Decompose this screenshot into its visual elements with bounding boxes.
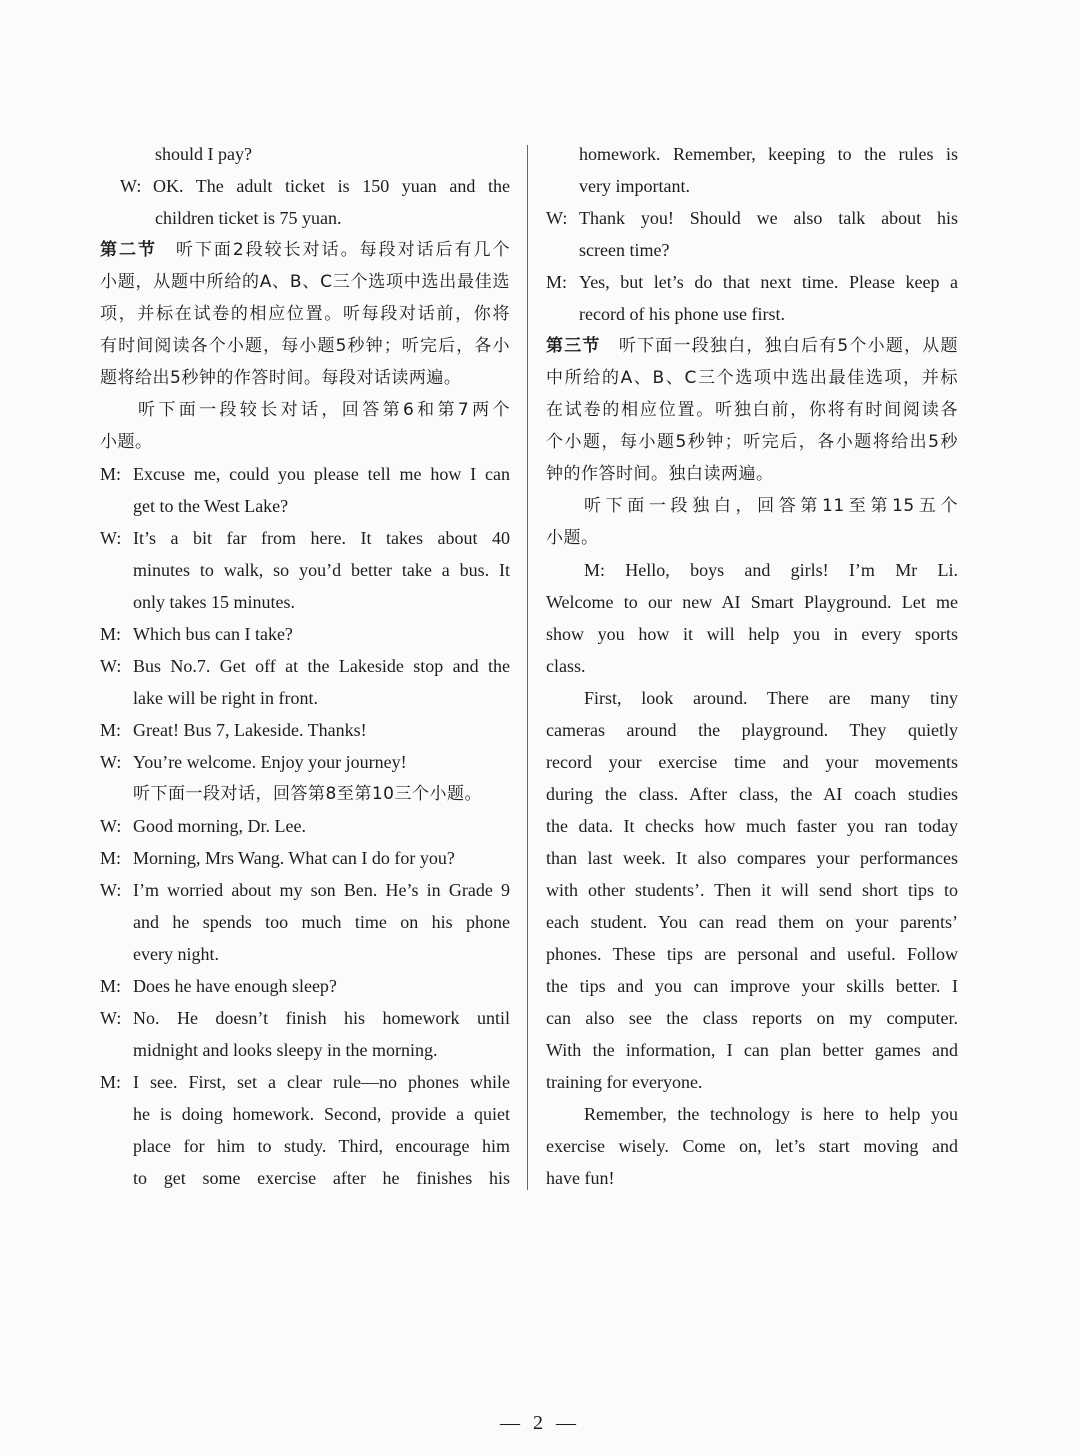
- line-text: exercise wisely. Come on, let’s start moving and: [546, 1136, 958, 1156]
- right-text-line: [546, 938, 958, 970]
- right-text-line: [546, 490, 958, 522]
- line-text: Welcome to our new AI Smart Playground. Let me: [546, 592, 958, 612]
- line-text: have fun!: [546, 1168, 615, 1188]
- left-text-line: [100, 362, 510, 394]
- left-text-line: [100, 938, 510, 970]
- left-text-line: [100, 842, 510, 874]
- line-text: he is doing homework. Second, provide a quiet: [133, 1104, 510, 1124]
- speaker-label: W:: [100, 880, 122, 900]
- line-text: should I pay?: [155, 144, 252, 164]
- left-text-line: [100, 906, 510, 938]
- left-text-line: [100, 138, 510, 170]
- line-text: the data. It checks how much faster you ran today: [546, 816, 958, 836]
- speaker-label: W:: [100, 528, 122, 548]
- left-text-line: [100, 618, 510, 650]
- line-text: 钟的作答时间。独白读两遍。: [546, 464, 774, 484]
- line-text: can also see the class reports on my computer.: [546, 1008, 958, 1028]
- left-text-line: [100, 1130, 510, 1162]
- right-text-line: [546, 1098, 958, 1130]
- right-text-line: [546, 362, 958, 394]
- line-text: midnight and looks sleepy in the morning.: [133, 1040, 438, 1060]
- line-text: Yes, but let’s do that next time. Please keep a: [579, 272, 958, 292]
- speaker-label: M:: [100, 464, 122, 484]
- left-column: [100, 138, 510, 1194]
- right-text-line: [546, 234, 958, 266]
- line-text: 听下面一段较长对话，回答第6和第7两个: [138, 400, 510, 420]
- right-text-line: [546, 522, 958, 554]
- line-text: I see. First, set a clear rule—no phones while: [133, 1072, 510, 1092]
- left-text-line: [100, 1162, 510, 1194]
- line-text: 小题，从题中所给的A、B、C三个选项中选出最佳选: [100, 272, 510, 292]
- line-text: OK. The adult ticket is 150 yuan and the: [153, 176, 510, 196]
- left-text-line: [100, 682, 510, 714]
- line-text: Good morning, Dr. Lee.: [133, 816, 306, 836]
- right-text-line: [546, 1130, 958, 1162]
- line-text: 小题。: [100, 432, 153, 452]
- right-text-line: [546, 714, 958, 746]
- speaker-label: M:: [100, 976, 122, 996]
- line-text: record your exercise time and your movements: [546, 752, 958, 772]
- line-text: Excuse me, could you please tell me how I can: [133, 464, 510, 484]
- line-text: to get some exercise after he finishes his: [133, 1168, 510, 1188]
- right-text-line: [546, 586, 958, 618]
- right-text-line: [546, 138, 958, 170]
- right-text-line: [546, 298, 958, 330]
- speaker-label: W:: [546, 208, 568, 228]
- line-text: 听下面一段对话，回答第8至第10三个小题。: [133, 784, 482, 804]
- line-text: only takes 15 minutes.: [133, 592, 295, 612]
- line-text: You’re welcome. Enjoy your journey!: [133, 752, 407, 772]
- left-text-line: [100, 778, 510, 810]
- left-text-line: [100, 810, 510, 842]
- left-text-line: [100, 1034, 510, 1066]
- page-number: — 2 —: [500, 1412, 580, 1434]
- line-text: get to the West Lake?: [133, 496, 289, 516]
- line-text: and he spends too much time on his phone: [133, 912, 510, 932]
- line-text: every night.: [133, 944, 219, 964]
- right-column: [546, 138, 958, 1194]
- left-text-line: [100, 426, 510, 458]
- right-text-line: [546, 330, 958, 362]
- line-text: Bus No.7. Get off at the Lakeside stop and the: [133, 656, 510, 676]
- line-text: children ticket is 75 yuan.: [155, 208, 342, 228]
- line-text: Great! Bus 7, Lakeside. Thanks!: [133, 720, 367, 740]
- line-text: Does he have enough sleep?: [133, 976, 337, 996]
- line-text: No. He doesn’t finish his homework until: [133, 1008, 510, 1028]
- left-text-line: [100, 522, 510, 554]
- line-text: 小题。: [546, 528, 599, 548]
- line-text: 中所给的A、B、C三个选项中选出最佳选项，并标: [546, 368, 958, 388]
- speaker-label: W:: [100, 656, 122, 676]
- left-text-line: [100, 490, 510, 522]
- line-text: lake will be right in front.: [133, 688, 318, 708]
- right-text-line: [546, 746, 958, 778]
- line-text: place for him to study. Third, encourage him: [133, 1136, 510, 1156]
- right-text-line: [546, 394, 958, 426]
- line-text: M: Hello, boys and girls! I’m Mr Li.: [584, 560, 958, 580]
- left-text-line: [100, 1002, 510, 1034]
- line-text: screen time?: [579, 240, 670, 260]
- line-text: record of his phone use first.: [579, 304, 785, 324]
- line-text: First, look around. There are many tiny: [584, 688, 958, 708]
- line-text: 在试卷的相应位置。听独白前，你将有时间阅读各: [546, 400, 958, 420]
- right-text-line: [546, 458, 958, 490]
- line-text: 项，并标在试卷的相应位置。听每段对话前，你将: [100, 304, 510, 324]
- left-text-line: [100, 874, 510, 906]
- left-text-line: [100, 266, 510, 298]
- right-text-line: [546, 266, 958, 298]
- line-text: training for everyone.: [546, 1072, 703, 1092]
- right-text-line: [546, 1034, 958, 1066]
- left-text-line: [100, 170, 510, 202]
- speaker-label: M:: [546, 272, 568, 292]
- line-text: 听下面一段独白，回答第11至第15五个: [584, 496, 958, 516]
- speaker-label: M:: [100, 624, 122, 644]
- right-text-line: [546, 906, 958, 938]
- line-text: during the class. After class, the AI coach studies: [546, 784, 958, 804]
- line-text: Morning, Mrs Wang. What can I do for you?: [133, 848, 455, 868]
- right-text-line: [546, 650, 958, 682]
- right-text-line: [546, 842, 958, 874]
- right-text-line: [546, 202, 958, 234]
- line-text: 题将给出5秒钟的作答时间。每段对话读两遍。: [100, 368, 462, 388]
- right-text-line: [546, 554, 958, 586]
- right-text-line: [546, 874, 958, 906]
- left-text-line: [100, 234, 510, 266]
- line-text: very important.: [579, 176, 690, 196]
- line-text: homework. Remember, keeping to the rules is: [579, 144, 958, 164]
- line-text: Remember, the technology is here to help you: [584, 1104, 958, 1124]
- speaker-label: M:: [100, 720, 122, 740]
- right-text-line: [546, 618, 958, 650]
- right-text-line: [546, 1162, 958, 1194]
- section-heading: 第三节: [546, 336, 601, 356]
- left-text-line: [100, 554, 510, 586]
- speaker-label: M:: [100, 848, 122, 868]
- right-text-line: [546, 682, 958, 714]
- left-text-line: [100, 458, 510, 490]
- left-text-line: [100, 650, 510, 682]
- line-text: phones. These tips are personal and useful. Follow: [546, 944, 958, 964]
- line-text: with other students’. Then it will send short tips to: [546, 880, 958, 900]
- line-text: each student. You can read them on your parents’: [546, 912, 958, 932]
- speaker-label: M:: [100, 1072, 122, 1092]
- left-text-line: [100, 330, 510, 362]
- left-text-line: [100, 394, 510, 426]
- speaker-label: W:: [100, 752, 122, 772]
- left-text-line: [100, 746, 510, 778]
- line-text: 听下面2段较长对话。每段对话后有几个: [156, 240, 510, 260]
- left-text-line: [100, 586, 510, 618]
- speaker-label: W:: [100, 816, 122, 836]
- right-text-line: [546, 1002, 958, 1034]
- line-text: 有时间阅读各个小题，每小题5秒钟；听完后，各小: [100, 336, 510, 356]
- left-text-line: [100, 298, 510, 330]
- section-heading: 第二节: [100, 240, 157, 260]
- line-text: Thank you! Should we also talk about his: [579, 208, 958, 228]
- speaker-label: W:: [120, 176, 142, 196]
- right-text-line: [546, 426, 958, 458]
- line-text: the tips and you can improve your skills better. I: [546, 976, 958, 996]
- line-text: Which bus can I take?: [133, 624, 293, 644]
- right-text-line: [546, 170, 958, 202]
- line-text: It’s a bit far from here. It takes about 40: [133, 528, 510, 548]
- line-text: I’m worried about my son Ben. He’s in Grade 9: [133, 880, 510, 900]
- left-text-line: [100, 202, 510, 234]
- left-text-line: [100, 714, 510, 746]
- line-text: 个小题，每小题5秒钟；听完后，各小题将给出5秒: [546, 432, 958, 452]
- line-text: show you how it will help you in every sports: [546, 624, 958, 644]
- line-text: 听下面一段独白，独白后有5个小题，从题: [600, 336, 958, 356]
- speaker-label: W:: [100, 1008, 122, 1028]
- right-text-line: [546, 970, 958, 1002]
- column-divider: [527, 145, 528, 1190]
- left-text-line: [100, 970, 510, 1002]
- right-text-line: [546, 810, 958, 842]
- left-text-line: [100, 1098, 510, 1130]
- left-text-line: [100, 1066, 510, 1098]
- line-text: class.: [546, 656, 586, 676]
- line-text: than last week. It also compares your performances: [546, 848, 958, 868]
- line-text: minutes to walk, so you’d better take a bus. It: [133, 560, 510, 580]
- line-text: cameras around the playground. They quietly: [546, 720, 958, 740]
- line-text: With the information, I can plan better games and: [546, 1040, 958, 1060]
- right-text-line: [546, 778, 958, 810]
- right-text-line: [546, 1066, 958, 1098]
